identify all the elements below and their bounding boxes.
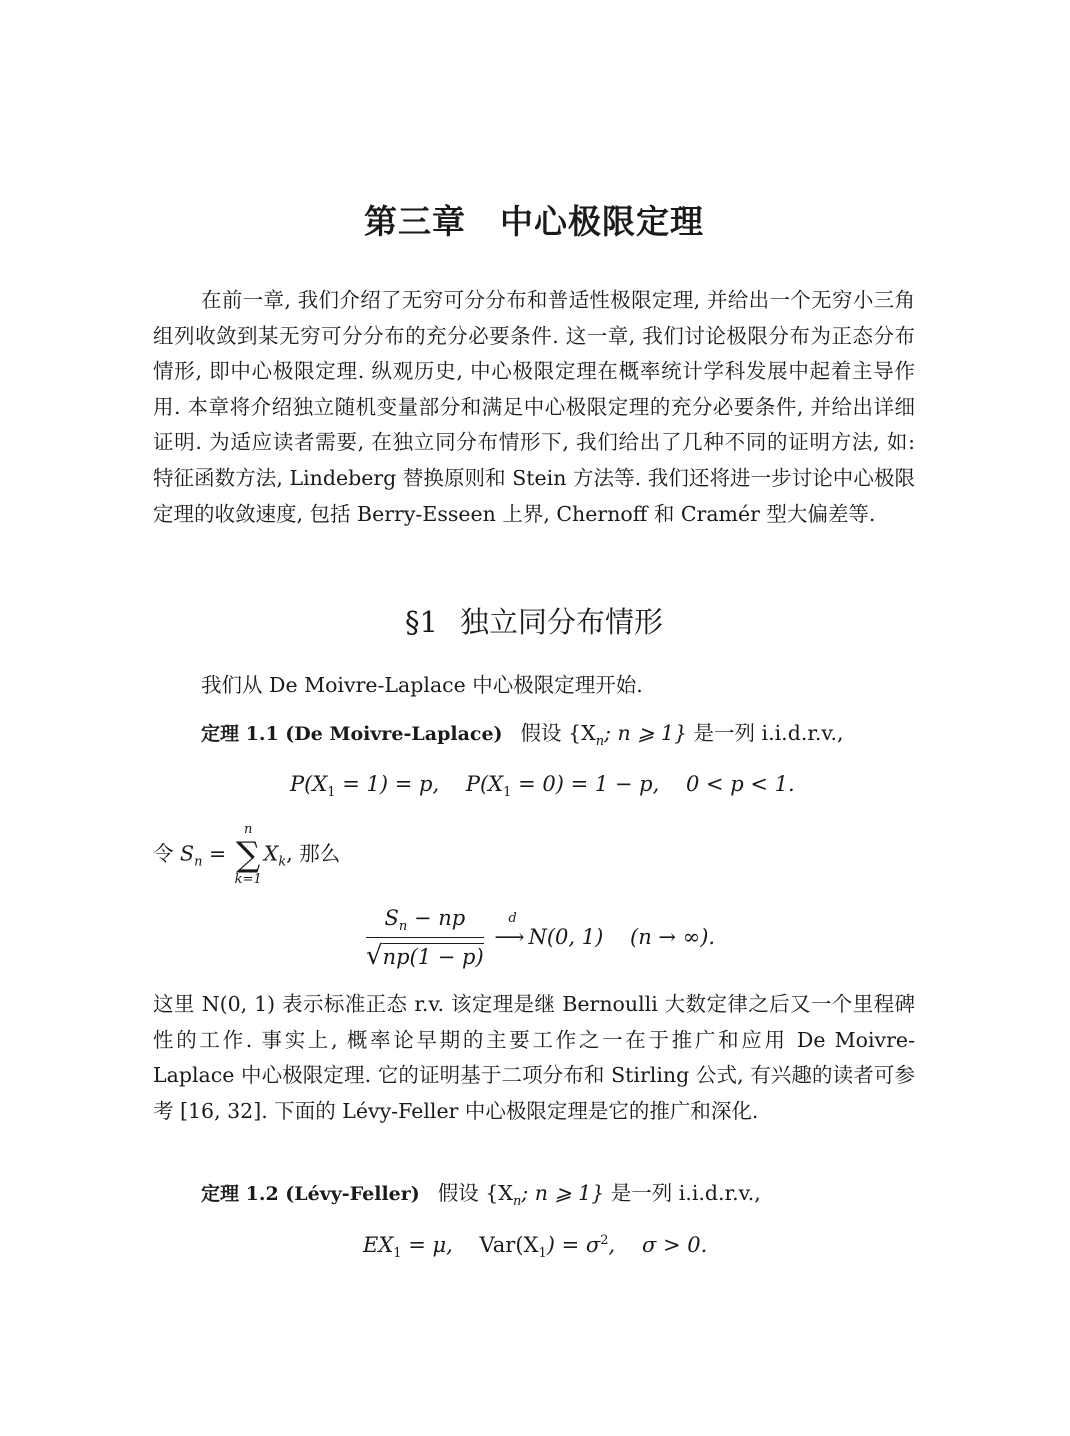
numerator-rest: − np	[407, 906, 466, 930]
section-intro: 我们从 De Moivre-Laplace 中心极限定理开始.	[201, 673, 643, 697]
fraction-numerator	[366, 906, 484, 938]
theorem-2-set	[485, 1181, 605, 1210]
formula-part: = 1) = p,	[335, 772, 440, 796]
formula-part: P(X	[290, 772, 328, 796]
theorem-2-heading: 定理 1.2 (Lévy-Feller)	[201, 1183, 420, 1205]
equals-sign: =	[202, 841, 233, 866]
clt-fraction	[366, 906, 484, 971]
sqrt-icon: √	[366, 941, 383, 972]
document-page	[153, 0, 915, 1436]
set-rest: ; n ⩾ 1}	[604, 721, 688, 745]
summation	[235, 822, 262, 888]
formula-part: P(X	[465, 772, 504, 796]
chapter-name: 中心极限定理	[500, 202, 704, 241]
set-subscript: n	[595, 734, 605, 750]
intro-paragraph: 在前一章, 我们介绍了无穷可分分布和普适性极限定理, 并给出一个无穷小三角组列收敛到某无穷可分分布的充分必要条件. 这一章, 我们讨论极限分布为正态分布情形, 即中心极限定理. 纵观历史, 中心极限定理在概率统计学科发展中起着主导作用. 本章将介绍独立随机变量部分和满足中心极限定理的充分必要条件, 并给出详细证明. 为适应读者需要, 在独立同分布情形下, 我们给出了几种不同的证明方法, 如: 特征函数方法, Lindeberg 替换原则和 Stein 方法等. 我们还将进一步讨论中心极限定理的收敛速度, 包括 Berry-Esseen 上界, Chernoff 和 Cramér 型大偏差等.	[153, 288, 915, 526]
set-rest: ; n ⩾ 1}	[521, 1181, 605, 1205]
theorem-1-set	[568, 721, 688, 750]
set-open: {X	[485, 1181, 513, 1205]
theorem-2-statement	[201, 1176, 761, 1209]
set-open: {X	[568, 721, 596, 745]
theorem-2-text: 假设	[437, 1181, 486, 1205]
formula-part: Var(X	[479, 1233, 539, 1257]
chapter-title	[153, 196, 915, 243]
limit-condition: (n → ∞).	[630, 925, 716, 950]
arrow-icon: ⟶	[494, 925, 525, 950]
formula-part: ) = σ	[546, 1233, 601, 1257]
formula-sub: 1	[327, 785, 336, 801]
let-suffix: , 那么	[286, 841, 341, 866]
let-sum-line	[153, 822, 340, 888]
section-title	[153, 600, 915, 641]
formula-sub: 1	[393, 1246, 402, 1262]
clt-formula	[366, 906, 715, 971]
theorem-1-formula	[290, 772, 795, 800]
sqrt-body: np(1 − p)	[382, 945, 484, 970]
formula-sup: 2	[600, 1233, 609, 1248]
fraction-denominator	[366, 938, 484, 971]
numerator-sub: n	[398, 919, 408, 935]
theorem-1-text-after: 是一列 i.i.d.r.v.,	[687, 721, 844, 745]
theorem-2-text-after: 是一列 i.i.d.r.v.,	[604, 1181, 761, 1205]
section-number: §1	[405, 605, 438, 639]
formula-part: EX	[363, 1233, 394, 1257]
limit-distribution: N(0, 1)	[528, 925, 604, 950]
numerator-s: S	[384, 906, 399, 930]
theorem-1-text: 假设	[520, 721, 569, 745]
let-prefix: 令	[153, 841, 181, 866]
theorem-2-formula	[363, 1233, 707, 1261]
sum-lhs-sub: n	[194, 854, 203, 870]
sum-upper-limit: n	[244, 822, 253, 837]
chapter-number: 第三章	[364, 202, 466, 241]
remark-paragraph: 这里 N(0, 1) 表示标准正态 r.v. 该定理是继 Bernoulli 大数定律之后又一个里程碑性的工作. 事实上, 概率论早期的主要工作之一在于推广和应用 De Moivre-Laplace 中心极限定理. 它的证明基于二项分布和 Stirling 公式, 有兴趣的读者可参考 [16, 32]. 下面的 Lévy-Feller 中心极限定理是它的推广和深化.	[153, 992, 915, 1123]
arrow-label: d	[508, 911, 517, 927]
formula-part: = 0) = 1 − p,	[511, 772, 660, 796]
sum-lhs: S	[180, 841, 195, 866]
sum-lower-limit: k=1	[234, 872, 262, 887]
sum-term-sub: k	[278, 854, 287, 870]
sum-term: X	[263, 841, 279, 866]
formula-part: σ > 0.	[641, 1233, 708, 1257]
convergence-arrow	[494, 911, 525, 950]
sigma-symbol: ∑	[236, 835, 261, 875]
formula-part: 0 < p < 1.	[685, 772, 795, 796]
section-name: 独立同分布情形	[459, 605, 663, 639]
formula-part: = μ,	[401, 1233, 453, 1257]
set-subscript: n	[512, 1194, 522, 1210]
theorem-1-statement	[201, 716, 844, 749]
formula-sub: 1	[503, 785, 512, 801]
theorem-1-heading: 定理 1.1 (De Moivre-Laplace)	[201, 723, 503, 745]
formula-part: ,	[608, 1233, 616, 1257]
formula-sub: 1	[538, 1246, 547, 1262]
